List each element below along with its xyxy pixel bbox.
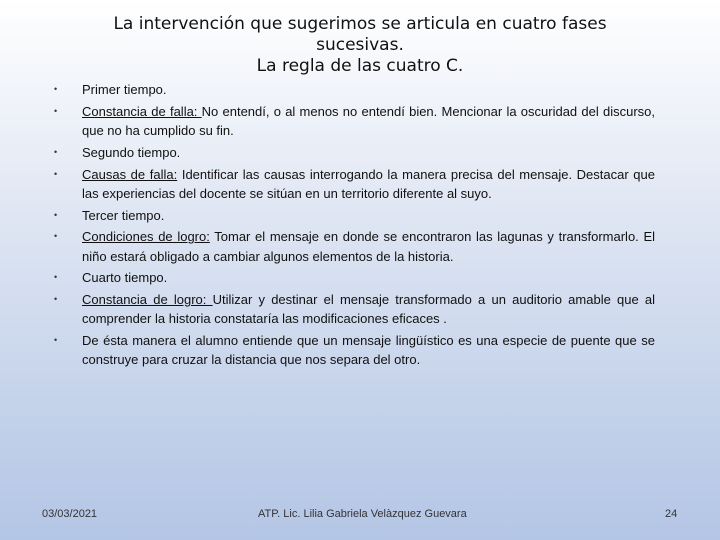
list-item <box>50 165 655 203</box>
footer-page-number: 24 <box>665 508 678 520</box>
list-item <box>50 268 655 287</box>
list-item <box>50 331 655 369</box>
bullet-list <box>50 80 655 372</box>
bullet-icon: • <box>54 168 58 179</box>
bullet-text: Tercer tiempo. <box>82 207 165 223</box>
slide-title <box>40 14 680 77</box>
bullet-text: Utilizar y destinar el mensaje transformado a un auditorio amable que al comprender la historia constataría las modificaciones eficaces . <box>82 292 655 327</box>
footer-date: 03/03/2021 <box>42 508 98 520</box>
bullet-text: No entendí, o al menos no entendí bien. Mencionar la oscuridad del discurso, que no ha cumplido su fin. <box>82 103 655 138</box>
bullet-text: Segundo tiempo. <box>82 144 181 160</box>
bullet-icon: • <box>54 84 58 94</box>
bullet-text: De ésta manera el alumno entiende que un mensaje lingüístico es una especie de puente que se construye para cruzar la distancia que nos separa del otro. <box>82 333 655 368</box>
bullet-lead: Condiciones de logro: <box>82 229 210 245</box>
list-item <box>50 102 655 140</box>
title-line-3: La regla de las cuatro C. <box>256 56 464 76</box>
bullet-lead: Causas de falla: <box>82 166 178 182</box>
bullet-text: Tomar el mensaje en donde se encontraron las lagunas y transformarlo. El niño estará obligado a cambiar algunos elementos de la historia. <box>82 229 655 264</box>
bullet-text: Cuarto tiempo. <box>82 270 168 286</box>
bullet-icon: • <box>54 209 58 220</box>
list-item <box>50 290 655 328</box>
list-item <box>50 206 655 225</box>
bullet-icon: • <box>54 335 58 346</box>
title-line-2: sucesivas. <box>316 35 404 55</box>
list-item <box>50 80 655 99</box>
bullet-icon: • <box>54 105 58 116</box>
bullet-text: Identificar las causas interrogando la manera precisa del mensaje. Destacar que las experiencias del docente se sitúan en un territorio diferente al suyo. <box>82 166 655 201</box>
bullet-icon: • <box>54 272 58 283</box>
bullet-text: Primer tiempo. <box>82 82 167 97</box>
title-line-1: La intervención que sugerimos se articula en cuatro fases <box>113 14 607 34</box>
bullet-icon: • <box>54 146 58 157</box>
footer-author: ATP. Lic. Lilia Gabriela Velàzquez Guevara <box>258 508 467 520</box>
bullet-icon: • <box>54 231 58 242</box>
bullet-lead: Constancia de falla: <box>82 103 202 119</box>
bullet-icon: • <box>54 294 58 305</box>
list-item <box>50 143 655 162</box>
bullet-lead: Constancia de logro: <box>82 292 213 308</box>
list-item <box>50 227 655 265</box>
